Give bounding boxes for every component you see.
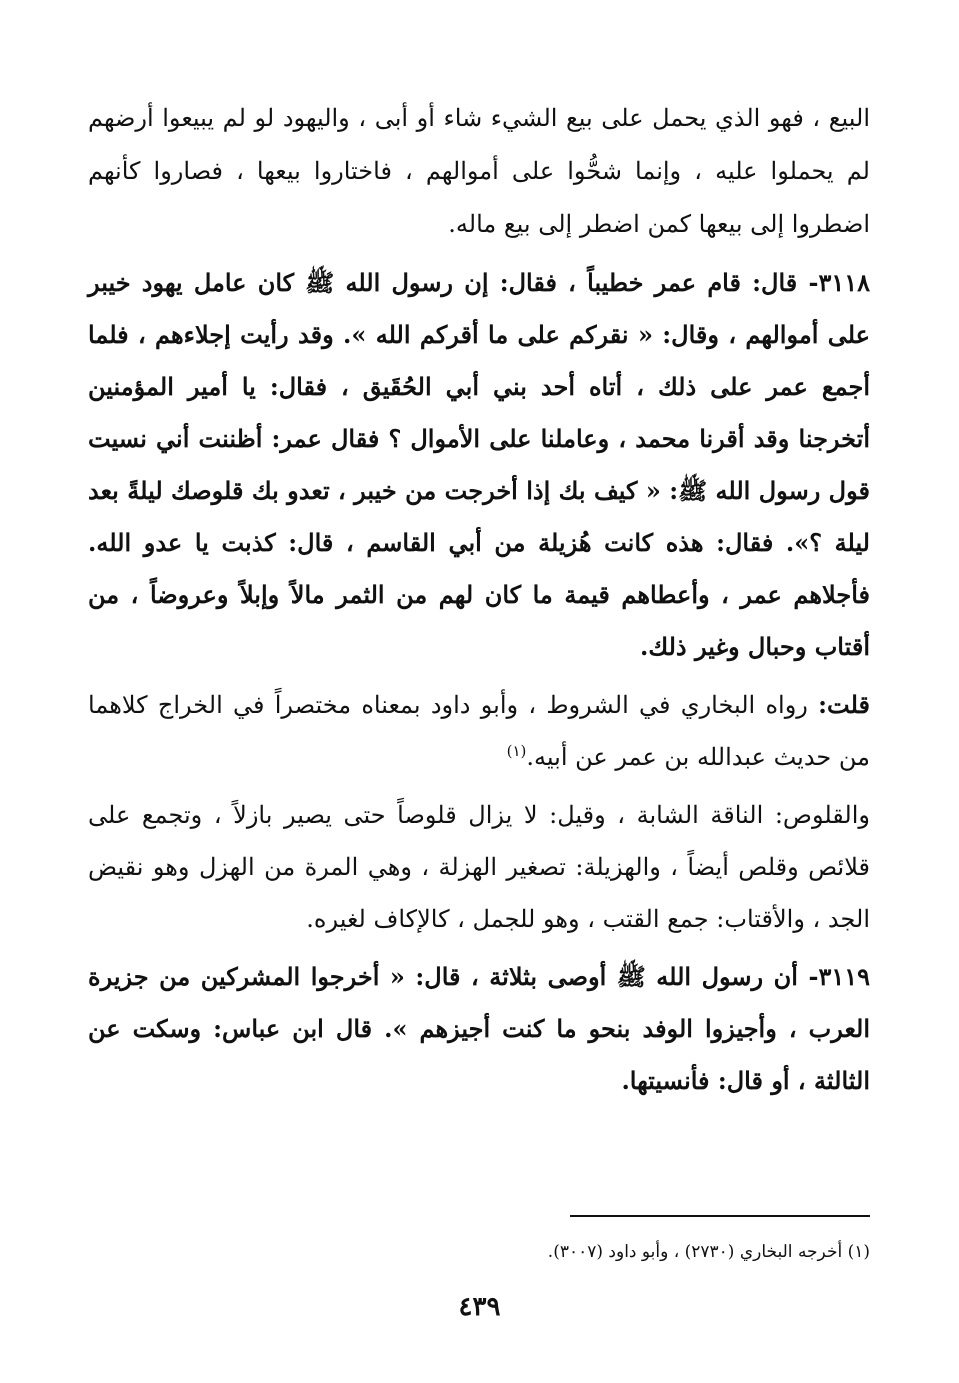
footnote-reference: (١) bbox=[506, 742, 527, 760]
main-text bbox=[88, 92, 870, 1113]
qultu-text: رواه البخاري في الشروط ، وأبو داود بمعناه مختصراً في الخراج كلاهما من حديث عبدالله بن عمر عن أبيه. bbox=[88, 691, 870, 771]
commentary-qultu bbox=[88, 679, 870, 783]
hadith-3119: ٣١١٩- أن رسول الله ﷺ أوصى بثلاثة ، قال: « أخرجوا المشركين من جزيرة العرب ، وأجيزوا الوفد بنحو ما كنت أجيزهم ». قال ابن عباس: وسكت عن الثالثة ، أو قال: فأنسيتها. bbox=[88, 962, 870, 1095]
page-number: ٤٣٩ bbox=[458, 1292, 501, 1322]
footnote-divider bbox=[570, 1215, 870, 1217]
qultu-label: قلت: bbox=[818, 690, 870, 719]
hadith-3118: ٣١١٨- قال: قام عمر خطيباً ، فقال: إن رسول الله ﷺ كان عامل يهود خيبر على أموالهم ، وقال: « نقركم على ما أقركم الله ». وقد رأيت إجلاءهم ، فلما أجمع عمر على ذلك ، أتاه أحد بني أبي الحُقَيق ، فقال: يا أمير المؤمنين أتخرجنا وقد أقرنا محمد ، وعاملنا على الأموال ؟ فقال عمر: أظننت أني نسيت قول رسول الله ﷺ: « كيف بك إذا أخرجت من خيبر ، تعدو بك قلوصك ليلةً بعد ليلة ؟». فقال: هذه كانت هُزيلة من أبي القاسم ، قال: كذبت يا عدو الله. فأجلاهم عمر ، وأعطاهم قيمة ما كان لهم من الثمر مالاً وإبلاً وعروضاً ، من أقتاب وحبال وغير ذلك. bbox=[88, 268, 870, 661]
paragraph-continuation: البيع ، فهو الذي يحمل على بيع الشيء شاء أو أبى ، واليهود لو لم يبيعوا أرضهم لم يحملوا عليه ، وإنما شحُّوا على أموالهم ، فاختاروا بيعها ، فصاروا كأنهم اضطروا إلى بيعها كمن اضطر إلى بيع ماله. bbox=[88, 104, 870, 238]
glossary-paragraph: والقلوص: الناقة الشابة ، وقيل: لا يزال قلوصاً حتى يصير بازلاً ، وتجمع على قلائص وقلص أيضاً ، والهزيلة: تصغير الهزلة ، وهي المرة من الهزل وهو نقيض الجد ، والأقتاب: جمع القتب ، وهو للجمل ، كالإكاف لغيره. bbox=[88, 801, 870, 933]
footnote: (١) أخرجه البخاري (٢٧٣٠) ، وأبو داود (٣٠٠٧). bbox=[547, 1242, 870, 1262]
